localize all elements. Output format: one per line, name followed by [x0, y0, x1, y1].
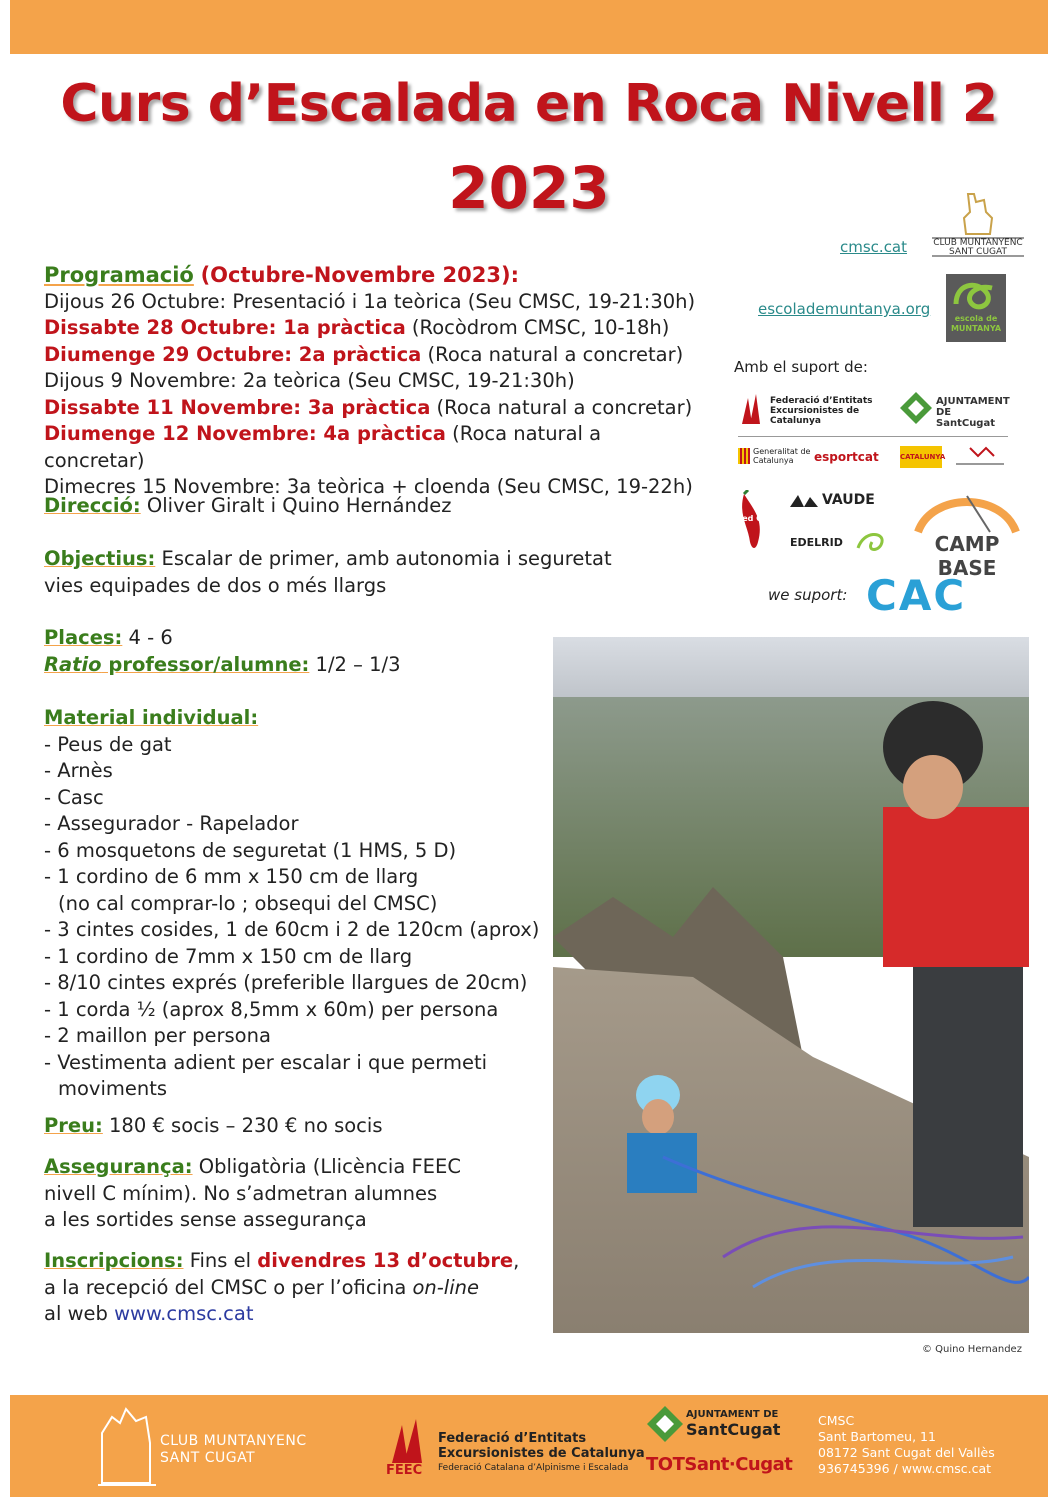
programacio-section — [44, 262, 704, 501]
divider — [738, 436, 1008, 437]
material-item: moviments — [58, 1077, 168, 1100]
footer-feec-name: Federació d’Entitats Excursionistes de Catalunya Federació Catalana d’Alpinisme i Escalada — [438, 1431, 645, 1473]
material-item: - Arnès — [44, 759, 113, 782]
cmsc-link[interactable]: cmsc.cat — [840, 238, 908, 256]
places-block: Places: 4 - 6 Ratio professor/alumne: 1/2 – 1/3 — [44, 626, 401, 676]
material-block: Material individual: - Peus de gat - Arnès - Casc - Assegurador - Rapelador - 6 mosquetons de seguretat (1 HMS, 5 D) - 1 cordino de 6 mm x 150 cm de llarg (no cal comprar-lo ; obsequi del CMSC) - 3 cintes cosides, 1 de 60cm i 2 de 120cm (aprox) - 1 cordino de 7mm x 150 cm de llarg - 8/10 cintes exprés (preferible llargues de 20cm) - 1 corda ½ (aprox 8,5mm x 60m) per persona - 2 maillon per persona - Vestimenta adient per escalar i que permeti moviments — [44, 705, 554, 1103]
programacio-item-highlight: Diumenge 29 Octubre: 2a pràctica — [44, 342, 422, 366]
programacio-item — [44, 368, 704, 395]
material-item: - 1 cordino de 7mm x 150 cm de llarg — [44, 944, 413, 968]
footer-club-name: CLUB MUNTANYENC SANT CUGAT — [160, 1433, 307, 1466]
escola-link[interactable]: escolademuntanya.org — [758, 300, 931, 318]
programacio-item-text: (Roca natural a concretar) — [430, 395, 693, 419]
redchili-logo: Red Chili — [734, 490, 778, 554]
footer-totsant: TOTSant·Cugat — [646, 1454, 793, 1475]
footer-ajuntament-logo — [646, 1405, 786, 1455]
material-item: - 3 cintes cosides, 1 de 60cm i 2 de 120cm (aprox) — [44, 918, 540, 941]
material-item: (no cal comprar-lo ; obsequi del CMSC) — [58, 891, 438, 915]
programacio-item-highlight: Dissabte 28 Octubre: 1a pràctica — [44, 316, 406, 339]
climbing-photo — [553, 637, 1029, 1333]
material-item: - 1 cordino de 6 mm x 150 cm de llarg — [44, 865, 419, 888]
programacio-item-text: (Rocòdrom CMSC, 10-18h) — [405, 316, 670, 339]
footer-address: CMSC Sant Bartomeu, 11 08172 Sant Cugat del Vallès 936745396 / www.cmsc.cat — [818, 1413, 995, 1476]
feec-logo: Federació d’Entitats Excursionistes de Catalunya — [738, 392, 883, 428]
programacio-heading: Programació (Octubre-Novembre 2023): — [44, 263, 519, 287]
material-item: - Vestimenta adient per escalar i que permeti — [44, 1050, 488, 1074]
material-list — [44, 732, 554, 1103]
material-item: - 2 maillon per persona — [44, 1024, 271, 1047]
programacio-item-text: Dijous 26 Octubre: Presentació i 1a teòrica (Seu CMSC, 19-21:30h) — [44, 289, 696, 313]
objectius-block: Objectius: Escalar de primer, amb autonomia i seguretat vies equipades de dos o més llargs — [44, 547, 612, 597]
material-item: - 8/10 cintes exprés (preferible llargues de 20cm) — [44, 971, 528, 994]
direccio-line: Direcció: Oliver Giralt i Quino Hernández — [44, 494, 452, 517]
footer-feec-logo: FEEC — [386, 1417, 434, 1477]
programacio-item-highlight: Dissabte 11 Novembre: 3a pràctica — [44, 395, 431, 419]
generalitat-logo: Generalitat de Catalunya — [738, 446, 810, 468]
preu-line: Preu: 180 € socis – 230 € no socis — [44, 1114, 383, 1137]
programacio-list — [44, 289, 704, 501]
escola-logo: escola de MUNTANYA — [946, 274, 1006, 342]
inscripcions-block: Inscripcions: Fins el divendres 13 d’octubre, a la recepció del CMSC o per l’oficina on-line al web www.cmsc.cat — [44, 1249, 520, 1325]
cmsc-web-link[interactable]: www.cmsc.cat — [114, 1302, 254, 1325]
asseguranca-block: Assegurança: Obligatòria (Llicència FEEC nivell C mínim). No s’admetran alumnes a les sortides sense assegurança — [44, 1155, 461, 1231]
programacio-item-text: (Roca natural a concretar) — [44, 422, 602, 472]
club-logo: CLUB MUNTANYENC SANT CUGAT — [928, 190, 1028, 262]
material-item: - 1 corda ½ (aprox 8,5mm x 60m) per persona — [44, 997, 499, 1021]
support-label: Amb el suport de: — [734, 358, 868, 376]
programacio-item-text: Dimecres 15 Novembre: 3a teòrica + cloenda (Seu CMSC, 19-22h) — [44, 475, 693, 498]
programacio-item — [44, 315, 704, 342]
page-title: Curs d’Escalada en Roca Nivell 2 — [60, 74, 998, 134]
programacio-item — [44, 421, 704, 474]
vaude-logo: VAUDE — [790, 492, 890, 512]
edelrid-logo: EDELRID — [790, 528, 894, 556]
esportcat-logo: esportcat — [814, 450, 879, 464]
programacio-item — [44, 342, 704, 369]
catalunya-logo: CATALUNYA — [900, 446, 942, 468]
cce-logo — [952, 444, 1008, 470]
programacio-item-highlight: Diumenge 12 Novembre: 4a pràctica — [44, 422, 446, 445]
material-item: - Casc — [44, 785, 104, 809]
campbase-logo: CAMP BASE — [908, 488, 1026, 558]
top-banner — [10, 0, 1048, 54]
programacio-item — [44, 395, 704, 422]
footer-ajuntament-text: AJUNTAMENT DE SantCugat — [686, 1409, 781, 1439]
material-item: - Peus de gat — [44, 732, 172, 756]
footer-club-logo — [92, 1403, 162, 1489]
page-title-year: 2023 — [448, 154, 610, 222]
cac-logo: CAC — [866, 571, 967, 620]
programacio-item — [44, 289, 704, 316]
photo-credit: © Quino Hernandez — [922, 1344, 1022, 1355]
material-item: - Assegurador - Rapelador — [44, 812, 299, 835]
footer-bar — [10, 1395, 1048, 1497]
we-suport-label: we suport: — [768, 586, 848, 604]
programacio-item-text: Dijous 9 Novembre: 2a teòrica (Seu CMSC, 19-21:30h) — [44, 369, 575, 392]
ajuntament-logo: AJUNTAMENT DE SantCugat — [898, 390, 1010, 428]
material-item: - 6 mosquetons de seguretat (1 HMS, 5 D) — [44, 838, 457, 862]
programacio-item-text: (Roca natural a concretar) — [421, 342, 684, 366]
